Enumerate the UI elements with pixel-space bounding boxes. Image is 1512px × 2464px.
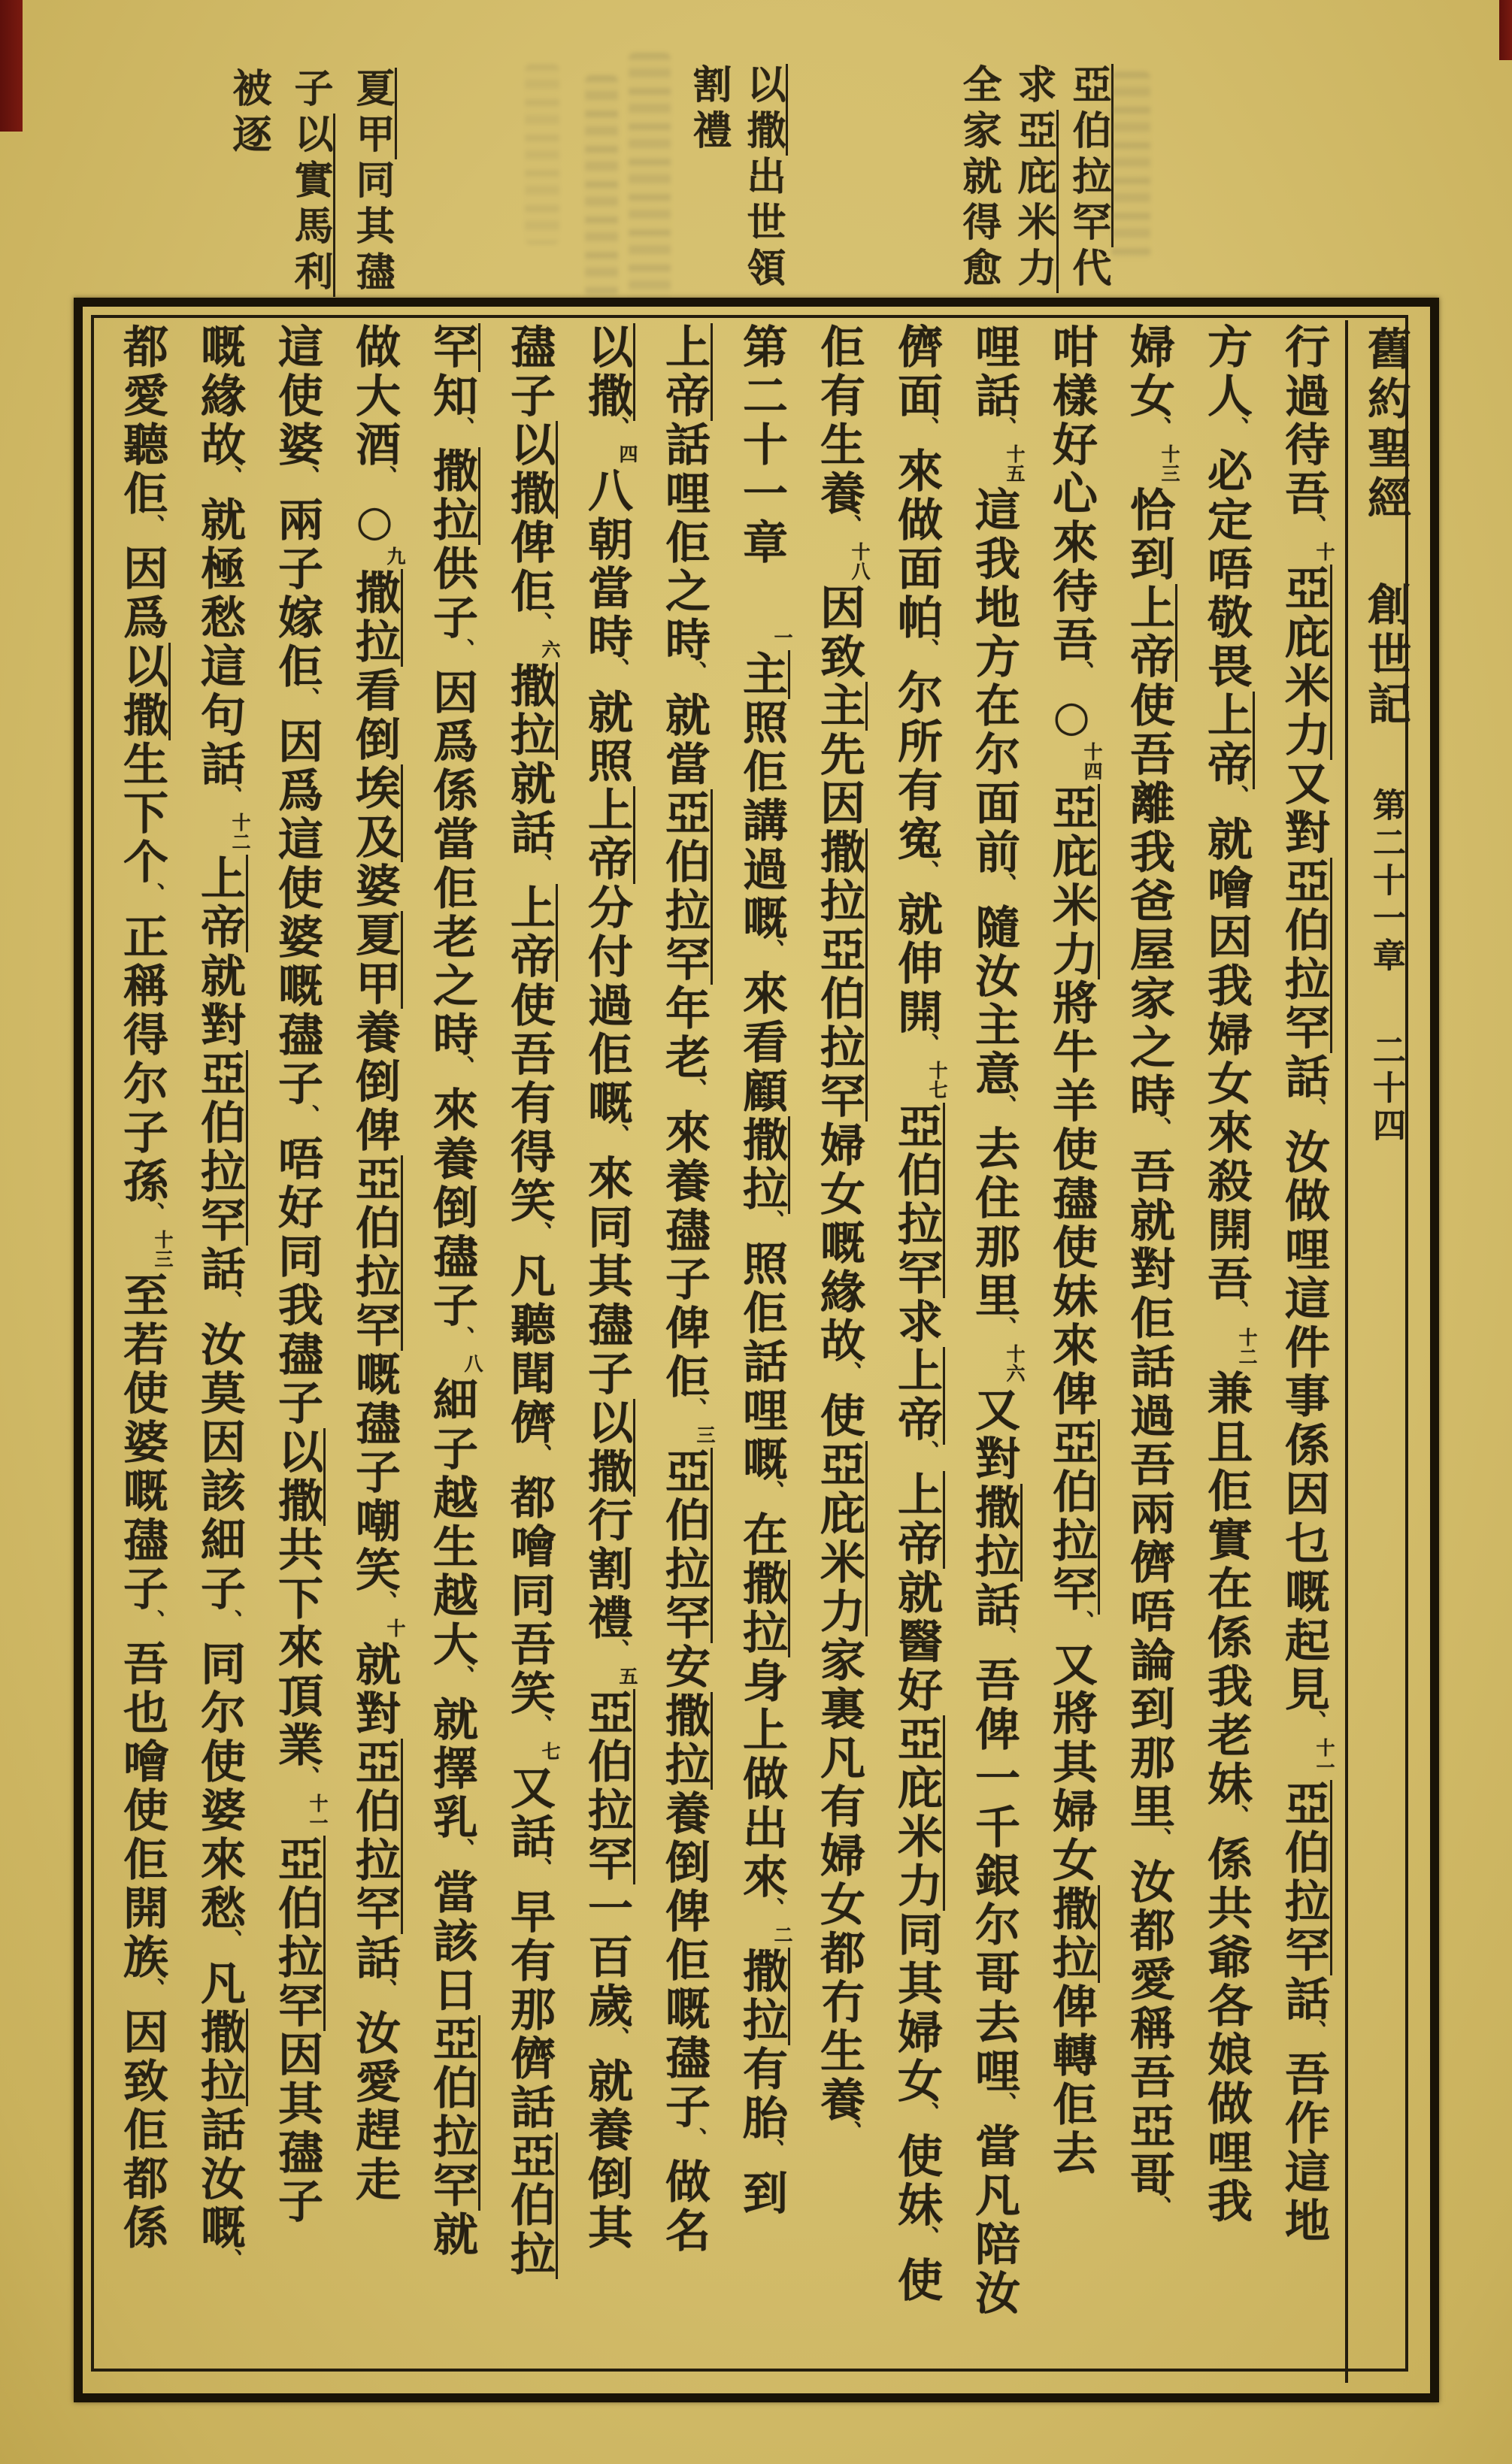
ink-bleed-smudge bbox=[629, 53, 671, 301]
pause-mark: 、 bbox=[603, 1639, 629, 1665]
proper-name: 亞伯拉罕 bbox=[890, 1103, 945, 1298]
pause-mark: 、 bbox=[758, 1480, 784, 1506]
verse-number: 十二 bbox=[1236, 1327, 1258, 1367]
proper-name: 上帝 bbox=[580, 786, 635, 884]
pause-mark: 、 bbox=[293, 1766, 320, 1792]
verse-number: 九 bbox=[384, 546, 406, 566]
proper-name: 亞庇米力 bbox=[1011, 110, 1059, 293]
proper-name: 撒拉 bbox=[1045, 1885, 1100, 1983]
header-annotation-column: 夏甲同其孻 bbox=[350, 68, 394, 297]
verse-number: 八 bbox=[462, 1354, 483, 1373]
pause-mark: 、 bbox=[758, 1209, 784, 1236]
proper-name: 撒拉 bbox=[348, 569, 403, 667]
text-column: 第二十一章一主照佢講過嘅、來看顧撒拉、照佢話哩嘅、在撒拉身上做出來、二撒拉有胎、到 bbox=[735, 323, 793, 2218]
text-column: 上帝話哩佢之時、就當亞伯拉罕年老、來養孻子俾佢、三亞伯拉罕安撒拉養倒俾佢嘅孻子、做名 bbox=[658, 323, 716, 2256]
verse-number: 七 bbox=[539, 1742, 561, 1761]
header-annotation-column: 亞伯拉罕代 bbox=[1067, 64, 1111, 293]
proper-name: 亞伯拉罕 bbox=[1065, 64, 1114, 247]
proper-name: 撒拉 bbox=[735, 1948, 790, 2045]
verse-number: 十一 bbox=[1314, 1738, 1335, 1777]
proper-name: 亞伯拉 bbox=[503, 2133, 558, 2279]
pause-mark: 、 bbox=[1145, 1117, 1171, 1143]
proper-name: 以撒 bbox=[580, 323, 635, 421]
pause-mark: 、 bbox=[1145, 2196, 1171, 2222]
proper-name: 亞伯拉罕 bbox=[193, 1050, 248, 1246]
verse-number: 四 bbox=[617, 444, 638, 464]
pause-mark: 、 bbox=[371, 465, 397, 492]
proper-name: 夏甲 bbox=[349, 68, 397, 159]
proper-name: 亞伯拉罕 bbox=[658, 789, 713, 985]
red-binding-edge-right bbox=[1499, 0, 1512, 60]
proper-name: 埃及 bbox=[348, 764, 403, 862]
proper-name: 以撒 bbox=[580, 1399, 635, 1497]
pause-mark: 、 bbox=[680, 661, 707, 687]
ink-bleed-smudge bbox=[585, 75, 618, 297]
pause-mark: 、 bbox=[913, 638, 939, 664]
work-title: 舊約聖經 bbox=[1360, 326, 1411, 525]
pause-mark: 、 bbox=[835, 514, 862, 540]
chapter-heading-label: 第二十一章 bbox=[1367, 788, 1405, 976]
header-annotation-column: 以撒出世領 bbox=[741, 64, 785, 293]
proper-name: 亞伯拉罕 bbox=[1045, 1419, 1100, 1615]
proper-name: 亞伯拉罕 bbox=[426, 2015, 480, 2211]
pause-mark: 、 bbox=[913, 416, 939, 443]
pause-mark: 、 bbox=[603, 1124, 629, 1150]
pause-mark: 、 bbox=[293, 687, 320, 713]
red-binding-edge-left bbox=[0, 0, 23, 132]
header-annotation-hagar-cast-out bbox=[209, 68, 394, 297]
proper-name: 撒拉 bbox=[193, 2008, 248, 2106]
proper-name: 上帝 bbox=[890, 1347, 945, 1445]
verse-number: 十三 bbox=[152, 1230, 174, 1269]
proper-name: 上帝 bbox=[193, 855, 248, 952]
pause-mark: 、 bbox=[913, 2226, 939, 2252]
pause-mark: 、 bbox=[758, 2139, 784, 2165]
verse-number: 五 bbox=[617, 1666, 638, 1686]
proper-name: 以撒 bbox=[116, 643, 171, 740]
text-column: 咁樣好心來待吾、○十四亞庇米力將牛羊使孻使妹來俾亞伯拉罕、又將其婦女撒拉俾轉佢去 bbox=[1045, 323, 1103, 2178]
pause-mark: 、 bbox=[990, 2092, 1017, 2118]
ink-bleed-smudge bbox=[1111, 71, 1150, 259]
pause-mark: 、 bbox=[990, 1626, 1017, 1652]
proper-name: 撒拉 bbox=[426, 447, 480, 545]
proper-name: 以撒 bbox=[271, 1428, 326, 1526]
proper-name: 上帝 bbox=[658, 323, 713, 421]
pause-mark: 、 bbox=[448, 416, 474, 443]
pause-mark: 、 bbox=[138, 1202, 165, 1228]
pause-mark: 、 bbox=[448, 638, 474, 664]
proper-name: 撒拉 bbox=[968, 1484, 1023, 1582]
page-number: 二十四 bbox=[1367, 1033, 1405, 1146]
pause-mark: 、 bbox=[990, 416, 1017, 443]
pause-mark: 、 bbox=[680, 2127, 707, 2154]
pause-mark: 、 bbox=[526, 1714, 552, 1740]
header-annotation-abimelech bbox=[946, 64, 1111, 293]
ink-bleed-smudge bbox=[525, 64, 559, 244]
pause-mark: 、 bbox=[603, 2027, 629, 2053]
pause-mark: 、 bbox=[913, 2102, 939, 2128]
proper-name: 亞伯拉罕 bbox=[658, 1448, 713, 1643]
pause-mark: 、 bbox=[1223, 416, 1249, 443]
pause-mark: 、 bbox=[990, 1094, 1017, 1121]
verse-number: 一 bbox=[771, 628, 793, 647]
pause-mark: 、 bbox=[990, 1316, 1017, 1342]
proper-name: 亞伯拉罕 bbox=[348, 1155, 403, 1351]
verse-number: 十四 bbox=[1081, 742, 1103, 781]
pause-mark: 、 bbox=[913, 860, 939, 886]
text-columns bbox=[104, 323, 1346, 2375]
text-column: 這使婆、兩子嫁佢、因爲這使婆嘅孻子、唔好同我孻子以撒共下來頂業、十一亞伯拉罕因其孻子 bbox=[271, 323, 329, 2226]
pause-mark: 、 bbox=[1223, 1805, 1249, 1831]
pause-mark: 、 bbox=[758, 939, 784, 965]
pause-mark: 、 bbox=[990, 873, 1017, 899]
pause-mark: 、 bbox=[526, 1857, 552, 1884]
header-annotation-column: 求亞庇米力 bbox=[1012, 64, 1056, 293]
pause-mark: 、 bbox=[913, 1440, 939, 1467]
pause-mark: 、 bbox=[138, 1978, 165, 2004]
verse-number: 十二 bbox=[229, 813, 251, 852]
pause-mark: 、 bbox=[216, 1290, 242, 1316]
section-ring: ○ bbox=[1047, 692, 1096, 745]
verse-number: 十五 bbox=[1004, 444, 1026, 483]
proper-name: 主 bbox=[735, 650, 790, 699]
pause-mark: 、 bbox=[526, 1443, 552, 1470]
proper-name: 夏甲 bbox=[348, 911, 403, 1009]
pause-mark: 、 bbox=[1300, 514, 1326, 540]
pause-mark: 、 bbox=[1145, 1827, 1171, 1854]
header-annotation-column: 子以實馬利 bbox=[289, 68, 332, 297]
proper-name: 撒拉 bbox=[735, 1116, 790, 1214]
pause-mark: 、 bbox=[448, 1326, 474, 1352]
pause-mark: 、 bbox=[1223, 785, 1249, 811]
text-column: 方人、必定唔敬畏上帝、就噲因我婦女來殺開吾、十二兼且佢實在係我老妹、係共爺各娘做哩我 bbox=[1200, 323, 1258, 2226]
proper-name: 罕 bbox=[426, 323, 480, 372]
title-column bbox=[1353, 326, 1419, 2371]
proper-name: 撒拉 bbox=[503, 662, 558, 760]
pause-mark: 、 bbox=[138, 882, 165, 909]
proper-name: 亞庇米力 bbox=[890, 1715, 945, 1911]
pause-mark: 、 bbox=[835, 1361, 862, 1388]
pause-mark: 、 bbox=[603, 658, 629, 684]
verse-number: 十八 bbox=[849, 542, 871, 581]
pause-mark: 、 bbox=[448, 1838, 474, 1864]
section-ring: ○ bbox=[350, 496, 399, 549]
text-column: 婦女、十三恰到上帝使吾離我爸屋家之時、吾就對佢話過吾兩儕唔論到那里、汝都愛稱吾亞哥、 bbox=[1123, 323, 1180, 2222]
proper-name: 撒拉 bbox=[813, 828, 868, 926]
pause-mark: 、 bbox=[448, 1055, 474, 1082]
verse-number: 十六 bbox=[1004, 1344, 1026, 1383]
verse-number: 十 bbox=[384, 1618, 406, 1638]
proper-name: 以撒 bbox=[740, 64, 788, 156]
proper-name: 亞庇米力 bbox=[1045, 784, 1100, 979]
pause-mark: 、 bbox=[1068, 1610, 1094, 1636]
text-column: 嘅緣故、就極愁這句話、十二上帝就對亞伯拉罕話、汝莫因該細子、同尔使婆來愁、凡撒拉話汝嘅、 bbox=[193, 323, 251, 2275]
text-column: 以撒、四八朝當時、就照上帝分付過佢嘅、來同其孻子以撒行割禮、五亞伯拉罕一百歲、就養倒其 bbox=[580, 323, 638, 2253]
proper-name: 亞伯拉罕 bbox=[348, 1739, 403, 1934]
verse-number: 十七 bbox=[926, 1061, 948, 1100]
pause-mark: 、 bbox=[293, 1104, 320, 1131]
proper-name: 以實馬利 bbox=[287, 114, 335, 297]
pause-mark: 、 bbox=[603, 416, 629, 443]
pause-mark: 、 bbox=[216, 785, 242, 811]
proper-name: 亞伯拉罕 bbox=[271, 1836, 326, 2031]
pause-mark: 、 bbox=[680, 1397, 707, 1424]
verse-number: 三 bbox=[694, 1425, 716, 1445]
proper-name: 上帝 bbox=[890, 1471, 945, 1569]
proper-name: 上帝 bbox=[1123, 584, 1177, 682]
proper-name: 上帝 bbox=[1200, 692, 1255, 789]
proper-name: 亞伯拉罕 bbox=[1277, 858, 1332, 1053]
proper-name: 以撒 bbox=[503, 421, 558, 519]
header-annotation-column: 被逐 bbox=[226, 68, 271, 159]
pause-mark: 、 bbox=[216, 1929, 242, 1955]
text-column: 孻子以撒俾佢、六撒拉就話、上帝使吾有得笑、凡聽聞儕、都噲同吾笑、七又話、早有那儕話亞伯拉 bbox=[503, 323, 561, 2279]
pause-mark: 、 bbox=[371, 1978, 397, 2005]
pause-mark: 、 bbox=[526, 612, 552, 638]
verse-number: 十 bbox=[1314, 542, 1335, 562]
pause-mark: 、 bbox=[216, 2248, 242, 2275]
pause-mark: 、 bbox=[1145, 416, 1171, 443]
proper-name: 撒拉 bbox=[658, 1692, 713, 1790]
pause-mark: 、 bbox=[1300, 2020, 1326, 2046]
text-column: 都愛聽佢、因爲以撒生下个、正稱得尔子孫、十三至若使婆嘅孻子、吾也噲使佢開族、因致佢都係 bbox=[116, 323, 174, 2253]
pause-mark: 、 bbox=[526, 853, 552, 879]
header-annotation-column: 割禮 bbox=[686, 64, 732, 156]
book-title: 創世記 bbox=[1360, 582, 1411, 731]
verse-number: 十一 bbox=[307, 1794, 329, 1833]
pause-mark: 、 bbox=[758, 1897, 784, 1924]
text-column: 罕知、撒拉供子、因爲係當佢老之時、來養倒孻子、八細子越生越大、就擇乳、當該日亞伯拉罕就 bbox=[426, 323, 483, 2260]
pause-mark: 、 bbox=[216, 1609, 242, 1636]
header-annotation-isaac-born bbox=[677, 64, 785, 293]
pause-mark: 、 bbox=[1068, 661, 1094, 687]
pause-mark: 、 bbox=[138, 514, 165, 540]
verse-number: 十三 bbox=[1159, 444, 1180, 483]
pause-mark: 、 bbox=[1300, 1710, 1326, 1736]
verse-number: 六 bbox=[539, 640, 561, 659]
pause-mark: 、 bbox=[138, 1609, 165, 1636]
proper-name: 亞伯拉罕 bbox=[580, 1689, 635, 1884]
proper-name: 上帝 bbox=[503, 884, 558, 982]
pause-mark: 、 bbox=[1300, 1097, 1326, 1124]
pause-mark: 、 bbox=[448, 1665, 474, 1691]
pause-mark: 、 bbox=[216, 465, 242, 492]
header-annotation-column: 全家就得愈 bbox=[956, 64, 1001, 293]
text-column: 儕面、來做面帕、尔所有寃、就伸開、十七亞伯拉罕求上帝、上帝就醫好亞庇米力同其婦女、使妹、使 bbox=[890, 323, 948, 2305]
verse-number: 二 bbox=[771, 1925, 793, 1945]
text-column: 哩話、十五這我地方在尔面前、隨汝主意、去住那里、十六又對撒拉話、吾俾一千銀尔哥去哩、當凡陪汝 bbox=[968, 323, 1026, 2318]
pause-mark: 、 bbox=[913, 1033, 939, 1059]
text-column: 行過待吾、十亞庇米力又對亞伯拉罕話、汝做哩這件事係因乜嘅起見、十一亞伯拉罕話、吾作這地 bbox=[1277, 323, 1335, 2246]
proper-name: 亞伯拉罕 bbox=[1277, 1780, 1332, 1975]
pause-mark: 、 bbox=[835, 2120, 862, 2147]
pause-mark: 、 bbox=[371, 1591, 397, 1617]
pause-mark: 、 bbox=[1223, 1300, 1249, 1326]
proper-name: 亞伯拉罕 bbox=[813, 926, 868, 1122]
proper-name: 主 bbox=[813, 682, 868, 731]
pause-mark: 、 bbox=[680, 1078, 707, 1104]
pause-mark: 、 bbox=[526, 1221, 552, 1248]
text-column: 做大酒、○九撒拉看倒埃及婆夏甲養倒俾亞伯拉罕嘅孻子嘲笑、十就對亞伯拉罕話、汝愛趕走 bbox=[348, 323, 406, 2205]
proper-name: 亞庇米力 bbox=[1277, 565, 1332, 760]
proper-name: 撒拉 bbox=[735, 1560, 790, 1657]
text-column: 佢有生養、十八因致主先因撒拉亞伯拉罕婦女嘅緣故、使亞庇米力家裏凡有婦女都冇生養、 bbox=[813, 323, 871, 2147]
pause-mark: 、 bbox=[293, 465, 320, 492]
proper-name: 亞庇米力 bbox=[813, 1441, 868, 1636]
